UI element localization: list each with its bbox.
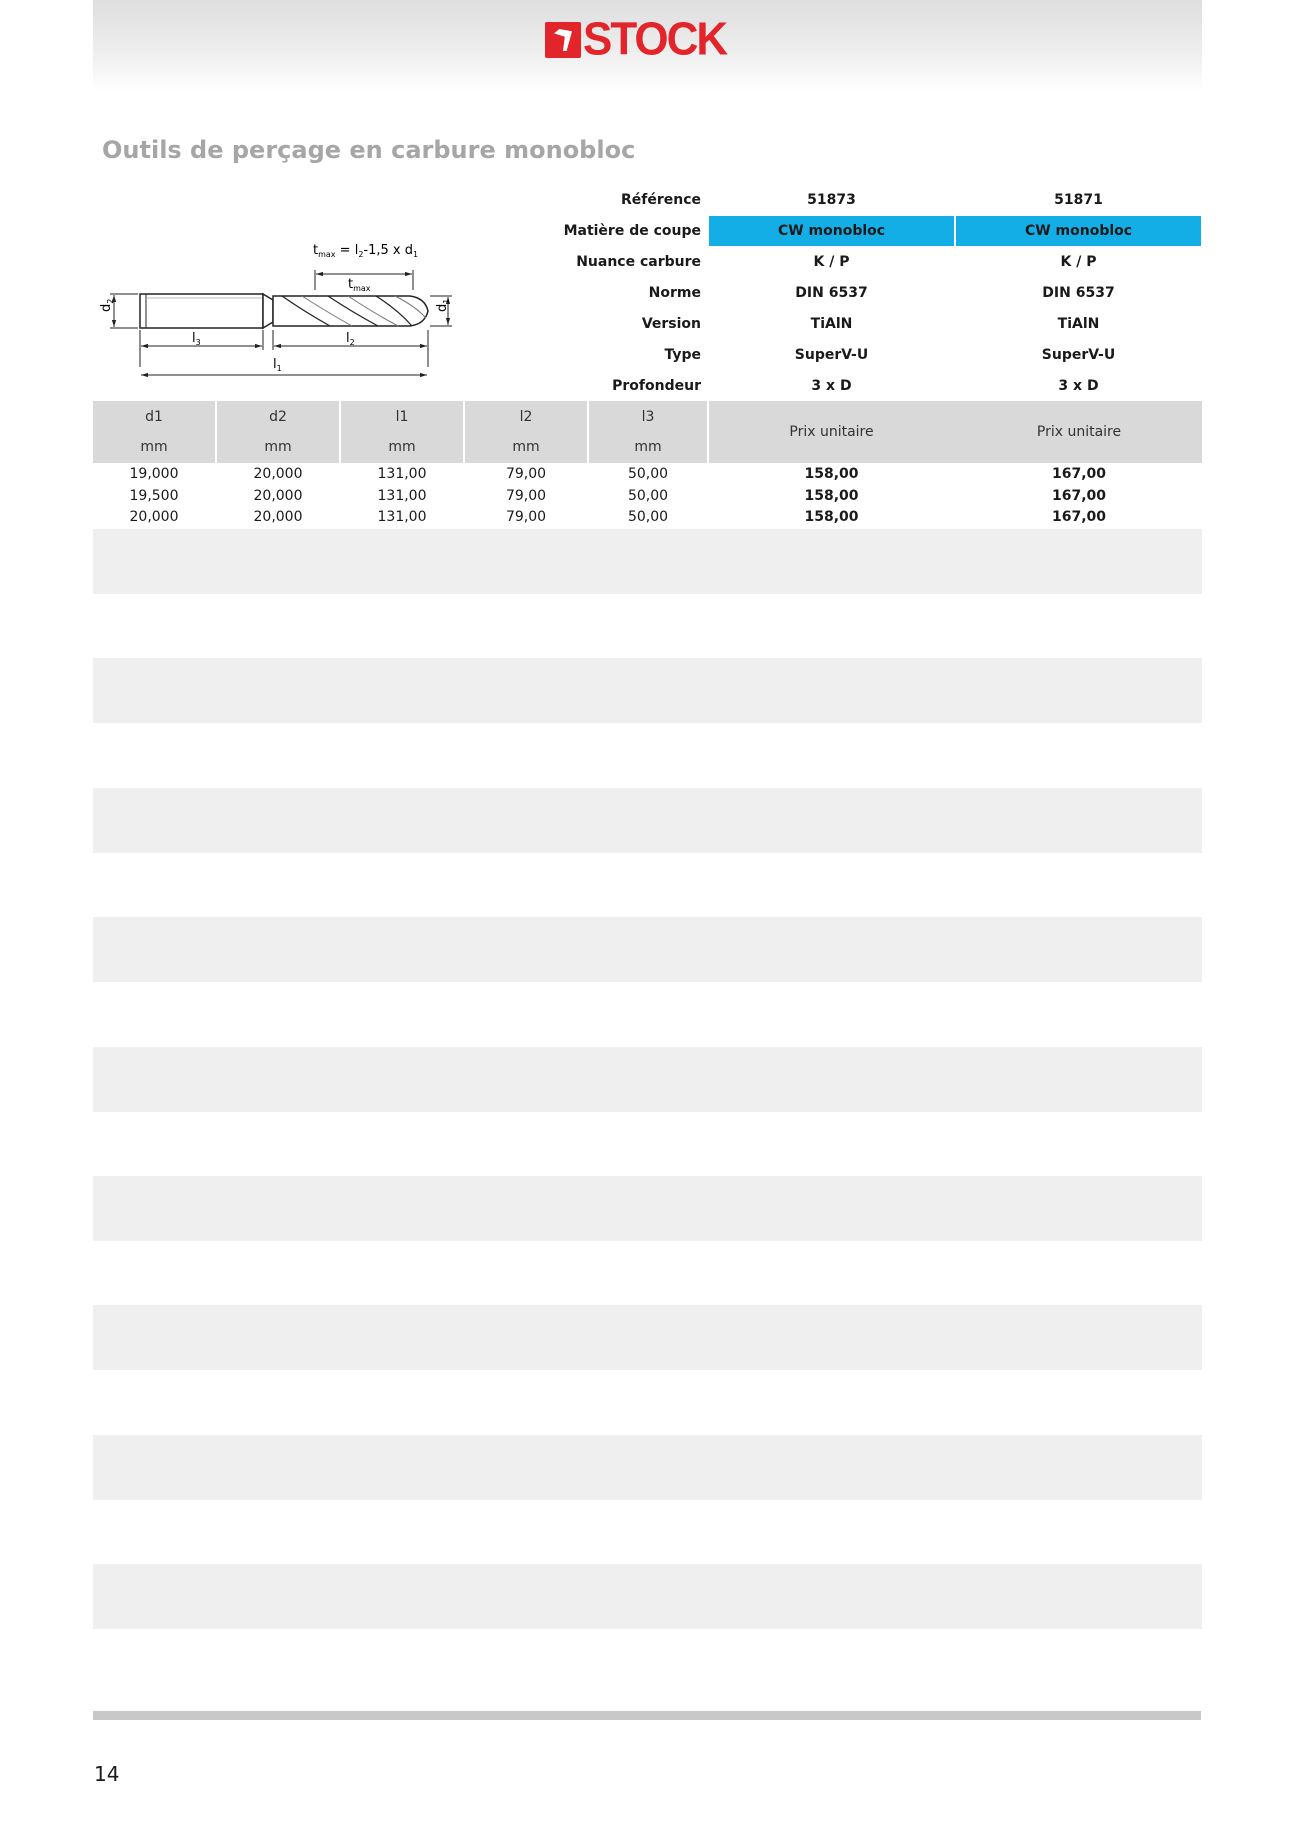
- d1-label: $d_1$: [435, 298, 451, 312]
- cell-d2: 20,000: [253, 466, 303, 482]
- cell-price-2: 167,00: [1051, 487, 1107, 504]
- spec-value: DIN 6537: [1042, 285, 1115, 301]
- tmax-label: $t_{max}$: [348, 277, 371, 293]
- column-header-l2: l2 mm: [465, 401, 587, 463]
- empty-row-stripe: [93, 1305, 1202, 1370]
- footer-divider: [93, 1711, 1201, 1720]
- cell-l3: 50,00: [627, 466, 669, 482]
- cell-l3: 50,00: [627, 509, 669, 525]
- stock-logo-icon: [545, 22, 581, 58]
- spec-value: 51871: [1054, 192, 1103, 208]
- spec-row-material: [93, 216, 1202, 246]
- price-header-1: Prix unitaire: [789, 424, 874, 440]
- spec-value: 3 x D: [1058, 378, 1099, 394]
- spec-value: K / P: [1060, 254, 1097, 270]
- page-title: Outils de perçage en carbure monobloc: [102, 136, 636, 164]
- spec-value: 51873: [807, 192, 856, 208]
- spec-row-norm: [93, 278, 1202, 308]
- cell-l2: 79,00: [505, 466, 547, 482]
- formula-label: $t_{max} = l_2-1,5$ x $d_1$: [313, 243, 419, 259]
- spec-row-type: [93, 340, 1202, 370]
- spec-value: CW monobloc: [709, 216, 954, 246]
- spec-value: 3 x D: [811, 378, 852, 394]
- spec-value: SuperV-U: [794, 347, 869, 363]
- spec-label: Type: [664, 347, 701, 363]
- spec-label: Nuance carbure: [576, 254, 701, 270]
- spec-value: TiAlN: [1057, 316, 1100, 332]
- cell-l1: 131,00: [377, 509, 427, 525]
- empty-row-stripe: [93, 1435, 1202, 1500]
- cell-d1: 19,000: [129, 466, 179, 482]
- spec-value: TiAlN: [810, 316, 853, 332]
- cell-d2: 20,000: [253, 487, 303, 504]
- cell-l1: 131,00: [377, 466, 427, 482]
- l1-label: $l_1$: [273, 357, 282, 373]
- spec-row-grade: [93, 247, 1202, 277]
- empty-row-stripe: [93, 1564, 1202, 1629]
- empty-row-stripe: [93, 788, 1202, 853]
- spec-row-depth: [93, 371, 1202, 401]
- column-header-l3: l3 mm: [589, 401, 707, 463]
- spec-value: SuperV-U: [1041, 347, 1116, 363]
- empty-row-stripe: [93, 529, 1202, 594]
- cell-price-2: 167,00: [1051, 466, 1107, 482]
- l2-label: $l_2$: [346, 331, 355, 347]
- cell-l2: 79,00: [505, 487, 547, 504]
- l3-label: $l_3$: [192, 331, 201, 347]
- cell-l2: 79,00: [505, 509, 547, 525]
- spec-value: CW monobloc: [956, 216, 1201, 246]
- column-header-d1: d1 mm: [93, 401, 215, 463]
- spec-label: Référence: [620, 192, 701, 208]
- cell-price-1: 158,00: [804, 466, 859, 482]
- spec-label: Profondeur: [612, 378, 701, 394]
- cell-d2: 20,000: [253, 509, 303, 525]
- brand-name: STOCK: [583, 13, 727, 66]
- spec-label: Version: [641, 316, 701, 332]
- price-header-2: Prix unitaire: [1036, 424, 1122, 440]
- table-row: [93, 464, 1202, 486]
- empty-row-stripe: [93, 658, 1202, 723]
- price-header: [709, 401, 1202, 463]
- spec-value: K / P: [813, 254, 850, 270]
- table-row: [93, 507, 1202, 529]
- cell-price-1: 158,00: [804, 509, 859, 525]
- cell-d1: 19,500: [129, 487, 179, 504]
- page-number: 14: [94, 1762, 120, 1786]
- cell-price-2: 167,00: [1051, 509, 1107, 525]
- empty-row-stripe: [93, 917, 1202, 982]
- cell-d1: 20,000: [129, 509, 179, 525]
- cell-price-1: 158,00: [804, 487, 859, 504]
- column-header-l1: l1 mm: [341, 401, 463, 463]
- table-row: [93, 486, 1202, 508]
- d2-label: $d_2$: [99, 298, 115, 312]
- spec-row-reference: [93, 185, 1202, 215]
- grid-header: [93, 401, 1202, 463]
- empty-row-stripe: [93, 1047, 1202, 1112]
- spec-value: DIN 6537: [795, 285, 868, 301]
- data-rows: [93, 464, 1202, 529]
- stock-logo: [545, 13, 727, 66]
- empty-row-stripe: [93, 1176, 1202, 1241]
- cell-l1: 131,00: [377, 487, 427, 504]
- cell-l3: 50,00: [627, 487, 669, 504]
- spec-label: Matière de coupe: [563, 223, 701, 239]
- spec-row-version: [93, 309, 1202, 339]
- spec-label: Norme: [648, 285, 701, 301]
- column-header-d2: d2 mm: [217, 401, 339, 463]
